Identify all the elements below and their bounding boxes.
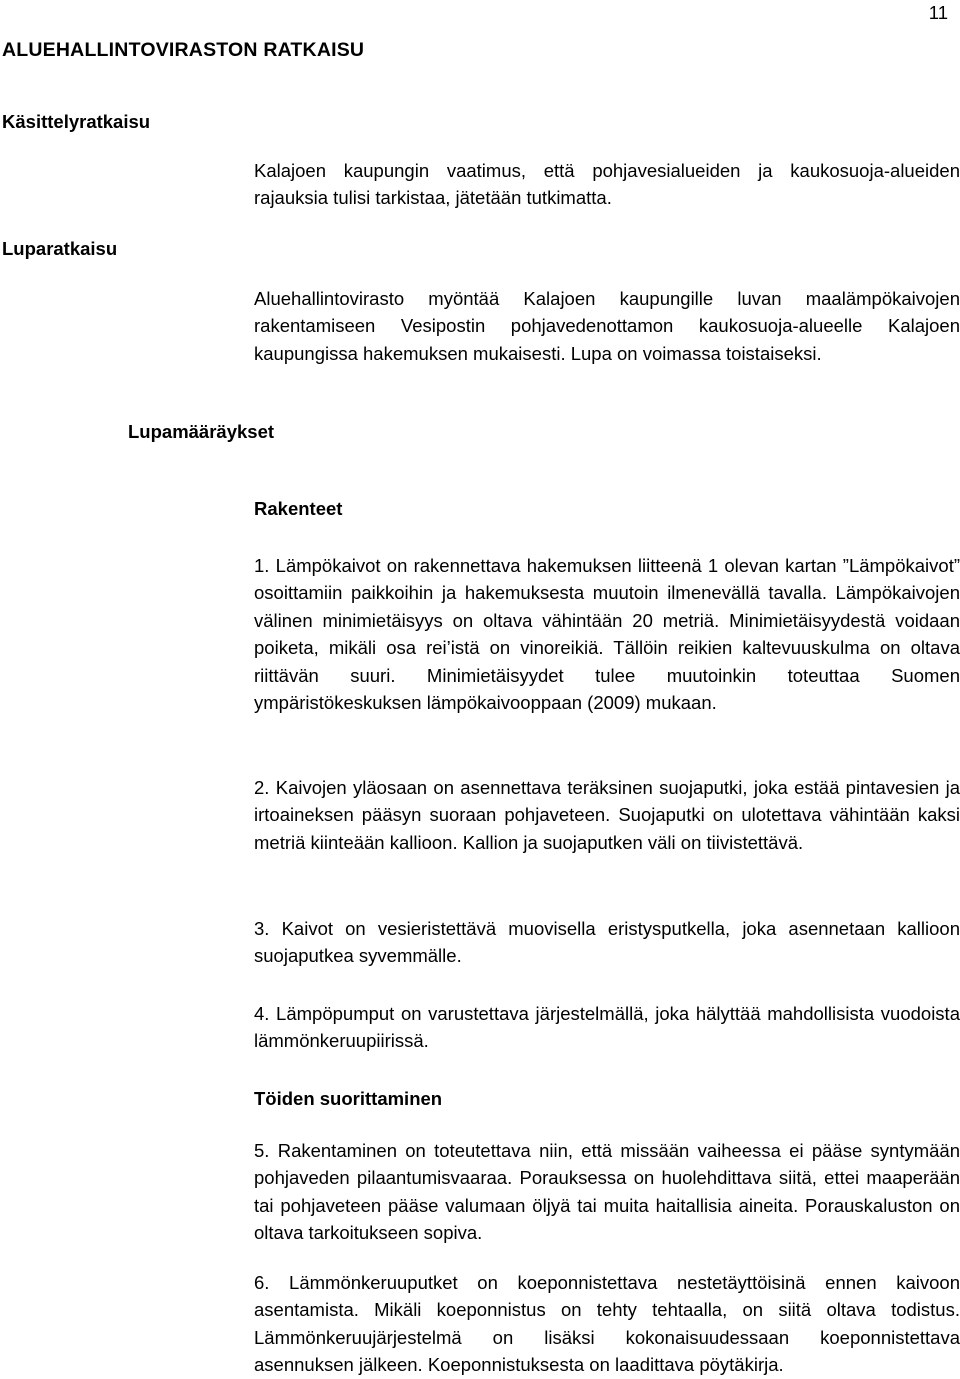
list-item [254, 1137, 960, 1247]
paragraph: 6. Lämmönkeruuputket on koeponnistettava nestetäyttöisinä ennen kaivoon asentamista. Mikäli koeponnistus on tehty tehtaalla, on siitä oltava todistus. Lämmönkeruujärjestelmä on lisäksi kokonaisuudessaan koeponnistettava asennuksen jälkeen. Koeponnistuksesta on laadittava pöytäkirja. [254, 1272, 960, 1376]
document-title: ALUEHALLINTOVIRASTON RATKAISU [2, 39, 365, 61]
list-item [254, 915, 960, 970]
list-item [254, 552, 960, 716]
paragraph: 4. Lämpöpumput on varustettava järjestelmällä, joka hälyttää mahdollisista vuodoista lämmönkeruupiirissä. [254, 1003, 960, 1052]
list-item [254, 1000, 960, 1055]
heading-luparatkaisu: Luparatkaisu [2, 238, 118, 259]
subheading-toiden-suorittaminen: Töiden suorittaminen [254, 1088, 443, 1109]
paragraph: 5. Rakentaminen on toteutettava niin, että missään vaiheessa ei pääse syntymään pohjaveden pilaantumisvaaraa. Porauksessa on huolehdittava siitä, ettei maaperään tai pohjaveteen pääse valumaan öljyä tai muita haitallisia aineita. Porauskaluston on oltava tarkoitukseen sopiva. [254, 1140, 960, 1244]
list-item [254, 1269, 960, 1379]
paragraph: Aluehallintovirasto myöntää Kalajoen kaupungille luvan maalämpökaivojen rakentamiseen Vesipostin pohjavedenottamon kaukosuoja-alueelle Kalajoen kaupungissa hakemuksen mukaisesti. Lupa on voimassa toistaiseksi. [254, 288, 960, 364]
paragraph: 3. Kaivot on vesieristettävä muovisella eristysputkella, joka asennetaan kallioon suojaputkea syvemmälle. [254, 918, 960, 967]
paragraph: 1. Lämpökaivot on rakennettava hakemuksen liitteenä 1 olevan kartan ”Lämpökaivot” osoittamiin paikkoihin ja hakemuksesta muutoin ilmenevällä tavalla. Lämpökaivojen välinen minimietäisyys on oltava vähintään 20 metriä. Minimietäisyydestä voidaan poiketa, mikäli osa rei’istä on vinoreikiä. Tällöin reikien kaltevuuskulma on oltava riittävän suuri. Minimietäisyydet tulee muutoinkin toteuttaa Suomen ympäristökeskuksen lämpökaivooppaan (2009) mukaan. [254, 555, 960, 714]
paragraph: 2. Kaivojen yläosaan on asennettava teräksinen suojaputki, joka estää pintavesien ja irtoaineksen pääsyn suoraan pohjaveteen. Suojaputki on ulotettava vähintään kaksi metriä kiinteään kallioon. Kallion ja suojaputken väli on tiivistettävä. [254, 777, 960, 853]
page-number: 11 [928, 2, 948, 23]
text-luparatkaisu [254, 285, 960, 367]
heading-kasittelyratkaisu: Käsittelyratkaisu [2, 111, 151, 132]
text-kasittelyratkaisu [254, 157, 960, 212]
heading-lupamaaraykset: Lupamääräykset [128, 421, 275, 442]
list-item [254, 774, 960, 856]
subheading-rakenteet: Rakenteet [254, 498, 343, 519]
paragraph: Kalajoen kaupungin vaatimus, että pohjavesialueiden ja kaukosuoja-alueiden rajauksia tulisi tarkistaa, jätetään tutkimatta. [254, 160, 960, 209]
